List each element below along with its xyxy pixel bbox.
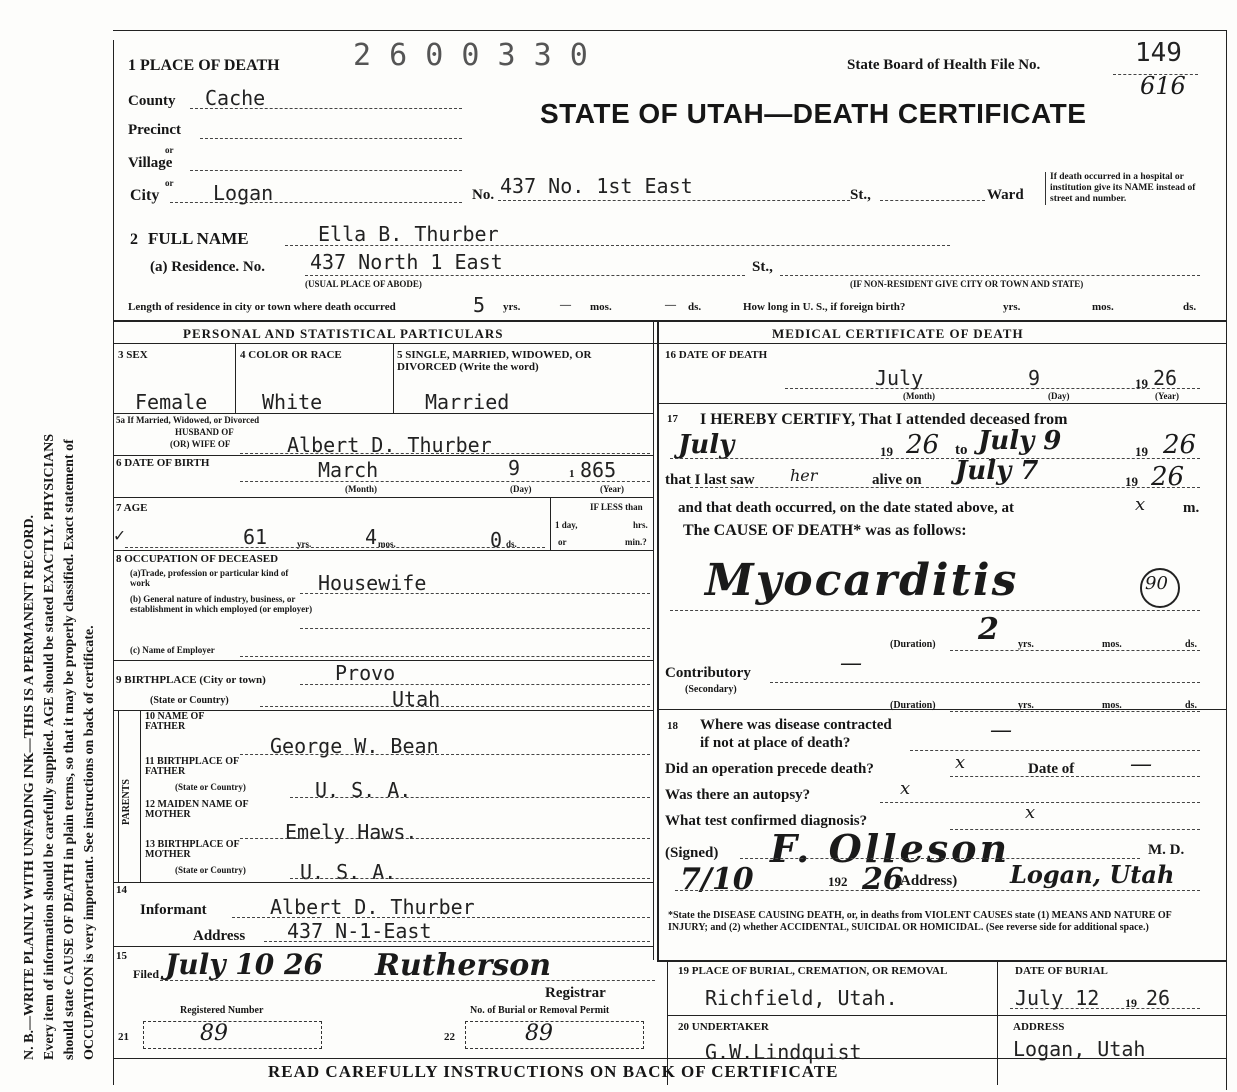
death-time: x xyxy=(1135,494,1146,515)
attended-to-year: 26 xyxy=(1163,430,1197,460)
foreign-yrs: yrs. xyxy=(1003,301,1021,313)
occupation-value: Housewife xyxy=(318,571,427,595)
to-year-prefix: 19 xyxy=(1135,444,1148,459)
occupation-label: 8 OCCUPATION OF DECEASED xyxy=(116,553,279,565)
informant-address-label: Address xyxy=(193,928,246,944)
full-name-value: Ella B. Thurber xyxy=(318,222,499,246)
burial-place-label: 19 PLACE OF BURIAL, CREMATION, OR REMOVAL xyxy=(678,965,948,977)
attended-from: July xyxy=(678,430,735,460)
father-birthplace-value: U. S. A. xyxy=(315,778,412,802)
last-seen-year-prefix: 19 xyxy=(1125,474,1138,489)
attended-to: July 9 xyxy=(978,426,1062,456)
frame-left xyxy=(113,40,114,1085)
burial-year-prefix: 19 xyxy=(1125,996,1137,1010)
registered-number-value: 89 xyxy=(200,1021,228,1046)
duration2-ds: ds. xyxy=(1185,700,1197,711)
full-name-label: FULL NAME xyxy=(148,229,249,248)
attended-from-year: 26 xyxy=(906,430,940,460)
operation-question: Did an operation precede death? xyxy=(665,761,874,777)
duration-ds: ds. xyxy=(1185,639,1197,650)
md-label: M. D. xyxy=(1148,842,1185,858)
disease-question-2: if not at place of death? xyxy=(700,735,851,751)
m-label: m. xyxy=(1183,500,1200,516)
operation-date-dash: — xyxy=(1130,752,1152,777)
spouse-value: Albert D. Thurber xyxy=(287,433,492,457)
secondary-label: (Secondary) xyxy=(685,684,737,695)
dod-label: 16 DATE OF DEATH xyxy=(665,349,768,361)
signed-year: 26 xyxy=(862,862,904,897)
personal-heading: PERSONAL AND STATISTICAL PARTICULARS xyxy=(183,326,504,341)
abode-note: (USUAL PLACE OF ABODE) xyxy=(305,279,422,289)
dob-year-caption: (Year) xyxy=(600,484,624,494)
less-than-label: IF LESS than xyxy=(590,502,643,512)
mother-birthplace-label: 13 BIRTHPLACE OF MOTHER xyxy=(145,839,240,860)
length-residence-label: Length of residence in city or town where death occurred xyxy=(128,301,396,313)
burial-date-label: DATE OF BURIAL xyxy=(1015,965,1108,977)
duration-years: 2 xyxy=(978,612,999,647)
undertaker-address-label: ADDRESS xyxy=(1013,1021,1065,1033)
place-of-death-label: 1 PLACE OF DEATH xyxy=(128,57,280,74)
less-day-label: 1 day, xyxy=(555,520,578,530)
dob-label: 6 DATE OF BIRTH xyxy=(116,457,210,469)
village-label: Village xyxy=(128,155,173,171)
residence-value: 437 North 1 East xyxy=(310,250,503,274)
foreign-mos: mos. xyxy=(1092,301,1114,313)
registered-number-code: 21 xyxy=(118,1031,129,1043)
length-ds: ds. xyxy=(688,301,702,313)
dob-month: March xyxy=(318,458,379,482)
burial-permit-box xyxy=(465,1021,644,1049)
duration-label: (Duration) xyxy=(890,639,936,650)
sex-value: Female xyxy=(135,390,208,414)
filed-date: July 10 26 xyxy=(165,948,323,981)
burial-permit-value: 89 xyxy=(525,1021,553,1046)
age-yrs: yrs. xyxy=(297,539,312,549)
last-seen-label: that I last saw xyxy=(665,472,755,488)
mother-birthplace-state-label: (State or Country) xyxy=(175,865,246,875)
less-or-label: or xyxy=(558,537,567,547)
duration2-mos: mos. xyxy=(1102,700,1122,711)
disease-question-1: Where was disease contracted xyxy=(700,717,892,733)
dod-month: July xyxy=(875,366,924,390)
duration2-yrs: yrs. xyxy=(1018,700,1034,711)
certify-number: 17 xyxy=(667,413,678,425)
cause-label: The CAUSE OF DEATH* was as follows: xyxy=(683,522,967,539)
informant-address-value: 437 N-1-East xyxy=(287,919,432,943)
dod-day-caption: (Day) xyxy=(1048,391,1070,401)
burial-date-value: July 12 xyxy=(1015,986,1100,1010)
race-label: 4 COLOR OR RACE xyxy=(240,349,342,361)
father-value: George W. Bean xyxy=(270,734,439,758)
undertaker-value: G.W.Lindquist xyxy=(705,1040,862,1064)
father-label: 10 NAME OF FATHER xyxy=(145,711,205,732)
or-text-2: or xyxy=(165,178,174,188)
dod-century: 19 xyxy=(1135,376,1148,391)
length-dash-ds: — xyxy=(665,299,676,311)
side-note-1: N. B.—WRITE PLAINLY WITH UNFADING INK—THIS IS A PERMANENT RECORD. xyxy=(22,514,37,1060)
footer-instructions: READ CAREFULLY INSTRUCTIONS ON BACK OF CERTIFICATE xyxy=(268,1062,839,1081)
physician-signature: F. Olleson xyxy=(770,826,1011,871)
contributory-label: Contributory xyxy=(665,665,751,681)
ward-label: Ward xyxy=(987,187,1024,203)
last-seen-date: July 7 xyxy=(955,456,1039,486)
ward-note: If death occurred in a hospital or institution give its NAME instead of street and number. xyxy=(1045,172,1208,205)
physician-address: Logan, Utah xyxy=(1010,860,1175,889)
last-seen-year: 26 xyxy=(1151,462,1185,492)
birthplace-state: Utah xyxy=(392,687,441,711)
dod-month-caption: (Month) xyxy=(903,391,935,401)
less-min-label: min.? xyxy=(625,537,647,547)
test-answer: x xyxy=(1025,802,1036,823)
burial-permit-label: No. of Burial or Removal Permit xyxy=(470,1005,610,1016)
frame-right xyxy=(1226,30,1227,1090)
informant-label: Informant xyxy=(140,902,207,918)
dod-year: 26 xyxy=(1153,366,1178,390)
certificate-number: 2 6 0 0 3 3 0 xyxy=(353,38,588,73)
from-year-prefix: 19 xyxy=(880,444,893,459)
registered-number-box xyxy=(143,1021,322,1049)
registrar-signature: Rutherson xyxy=(375,948,552,983)
county-value: Cache xyxy=(205,86,266,110)
mother-label: 12 MAIDEN NAME OF MOTHER xyxy=(145,799,249,820)
birthplace-state-label: (State or Country) xyxy=(150,695,229,706)
county-label: County xyxy=(128,93,176,109)
street-no-value: 437 No. 1st East xyxy=(500,174,693,198)
father-birthplace-label: 11 BIRTHPLACE OF FATHER xyxy=(145,756,239,777)
signed-date: 7/10 xyxy=(680,862,754,897)
length-mos: mos. xyxy=(590,301,612,313)
occupation-a-label: (a)Trade, profession or particular kind of work xyxy=(130,568,289,588)
death-occurred-label: and that death occurred, on the date stated above, at xyxy=(678,500,1014,516)
document-title: STATE OF UTAH—DEATH CERTIFICATE xyxy=(540,98,1087,129)
physician-address-label: (Address) xyxy=(895,873,958,889)
duration2-label: (Duration) xyxy=(890,700,936,711)
nonresident-note: (IF NON-RESIDENT GIVE CITY OR TOWN AND STATE) xyxy=(850,279,1084,289)
undertaker-label: 20 UNDERTAKER xyxy=(678,1021,769,1033)
foreign-birth-label: How long in U. S., if foreign birth? xyxy=(743,301,906,313)
cause-footnote: *State the DISEASE CAUSING DEATH, or, in deaths from VIOLENT CAUSES state (1) MEANS AND NATURE OF INJURY; and (2) whether ACCIDENTAL, SUICIDAL OR HOMICIDAL. (See reverse side for additional space.) xyxy=(668,910,1172,933)
side-note-4: OCCUPATION is very important. See instructions on back of certificate. xyxy=(82,625,97,1060)
file-number: 149 xyxy=(1135,38,1182,68)
age-ds: ds. xyxy=(506,539,517,549)
race-value: White xyxy=(262,390,323,414)
burial-permit-code: 22 xyxy=(444,1031,455,1043)
operation-answer: x xyxy=(955,752,966,773)
marital-value: Married xyxy=(425,390,510,414)
street-st-label: St., xyxy=(850,187,871,203)
dob-day-caption: (Day) xyxy=(510,484,532,494)
file-no-label: State Board of Health File No. xyxy=(847,57,1041,73)
undertaker-address-value: Logan, Utah xyxy=(1013,1037,1146,1061)
spouse-label-2: HUSBAND OF xyxy=(175,427,234,437)
registrar-label: Registrar xyxy=(545,985,606,1001)
mother-birthplace-value: U. S. A. xyxy=(300,860,397,884)
autopsy-question: Was there an autopsy? xyxy=(665,787,811,803)
age-years: 61 xyxy=(243,525,268,549)
mother-value: Emely Haws. xyxy=(285,820,418,844)
certify-text: I HEREBY CERTIFY, That I attended deceased from xyxy=(700,411,1068,428)
age-days: 0 xyxy=(490,528,503,552)
cause-of-death: Myocarditis xyxy=(705,555,1019,606)
informant-number: 14 xyxy=(116,884,127,896)
test-question: What test confirmed diagnosis? xyxy=(665,813,868,829)
side-note-3: should state CAUSE OF DEATH in plain terms, so that it may be properly classified. Exact statement of xyxy=(62,439,77,1060)
filed-number: 15 xyxy=(116,950,127,962)
duration-yrs: yrs. xyxy=(1018,639,1034,650)
side-note-2: Every item of information should be carefully supplied. AGE should be stated EXACTLY. PHYSICIANS xyxy=(42,433,57,1060)
section-divider xyxy=(657,320,659,960)
contributory-dash: — xyxy=(840,651,862,676)
marital-label: 5 SINGLE, MARRIED, WIDOWED, OR DIVORCED (Write the word) xyxy=(397,349,592,373)
birthplace-label: 9 BIRTHPLACE (City or town) xyxy=(116,674,266,686)
length-residence-years: 5 xyxy=(473,293,486,317)
disease-number: 18 xyxy=(667,720,678,732)
residence-label: (a) Residence. No. xyxy=(150,259,265,275)
dob-century: 1 xyxy=(569,468,575,480)
street-no-label: No. xyxy=(472,187,495,203)
residence-st-label: St., xyxy=(752,259,773,275)
birthplace-city: Provo xyxy=(335,661,396,685)
age-label: 7 AGE xyxy=(116,502,148,514)
precinct-label: Precinct xyxy=(128,122,182,138)
duration-mos: mos. xyxy=(1102,639,1122,650)
burial-year-value: 26 xyxy=(1146,986,1171,1010)
occupation-b-label: (b) General nature of industry, business, or establishment in which employed (or employer) xyxy=(130,594,313,614)
cause-code: 90 xyxy=(1145,573,1168,594)
length-dash-mos: — xyxy=(560,299,571,311)
city-value: Logan xyxy=(213,181,274,205)
autopsy-answer: x xyxy=(900,778,911,799)
spouse-label-3: (OR) WIFE OF xyxy=(170,439,231,449)
less-hrs-label: hrs. xyxy=(633,520,648,530)
to-label: to xyxy=(955,442,968,458)
file-number-hand: 616 xyxy=(1140,72,1186,100)
filed-label: Filed xyxy=(133,967,159,981)
operation-date-label: Date of xyxy=(1028,761,1075,777)
dob-month-caption: (Month) xyxy=(345,484,377,494)
informant-value: Albert D. Thurber xyxy=(270,895,475,919)
signed-year-prefix: 192 xyxy=(828,874,848,889)
employer-label: (c) Name of Employer xyxy=(130,645,215,655)
burial-place-value: Richfield, Utah. xyxy=(705,986,898,1010)
last-seen-her: her xyxy=(790,466,818,485)
parents-label: PARENTS xyxy=(121,779,132,825)
dob-day: 9 xyxy=(508,456,521,480)
medical-heading: MEDICAL CERTIFICATE OF DEATH xyxy=(772,326,1024,341)
dob-year: 865 xyxy=(580,458,617,482)
registered-number-label: Registered Number xyxy=(180,1005,264,1016)
city-label: City xyxy=(130,187,160,204)
signed-label: (Signed) xyxy=(665,845,719,861)
disease-answer: — xyxy=(990,718,1012,743)
alive-on-label: alive on xyxy=(872,472,922,488)
age-check: ✓ xyxy=(114,525,125,546)
age-mos: mos. xyxy=(378,539,396,549)
or-text-1: or xyxy=(165,145,174,155)
frame-top xyxy=(113,30,1226,31)
dod-day: 9 xyxy=(1028,366,1041,390)
full-name-number: 2 xyxy=(130,231,138,248)
foreign-ds: ds. xyxy=(1183,301,1197,313)
length-yrs: yrs. xyxy=(503,301,521,313)
dod-year-caption: (Year) xyxy=(1155,391,1179,401)
age-months: 4 xyxy=(365,525,378,549)
spouse-label-1: 5a If Married, Widowed, or Divorced xyxy=(116,415,260,425)
father-birthplace-state-label: (State or Country) xyxy=(175,782,246,792)
sex-label: 3 SEX xyxy=(118,349,148,361)
